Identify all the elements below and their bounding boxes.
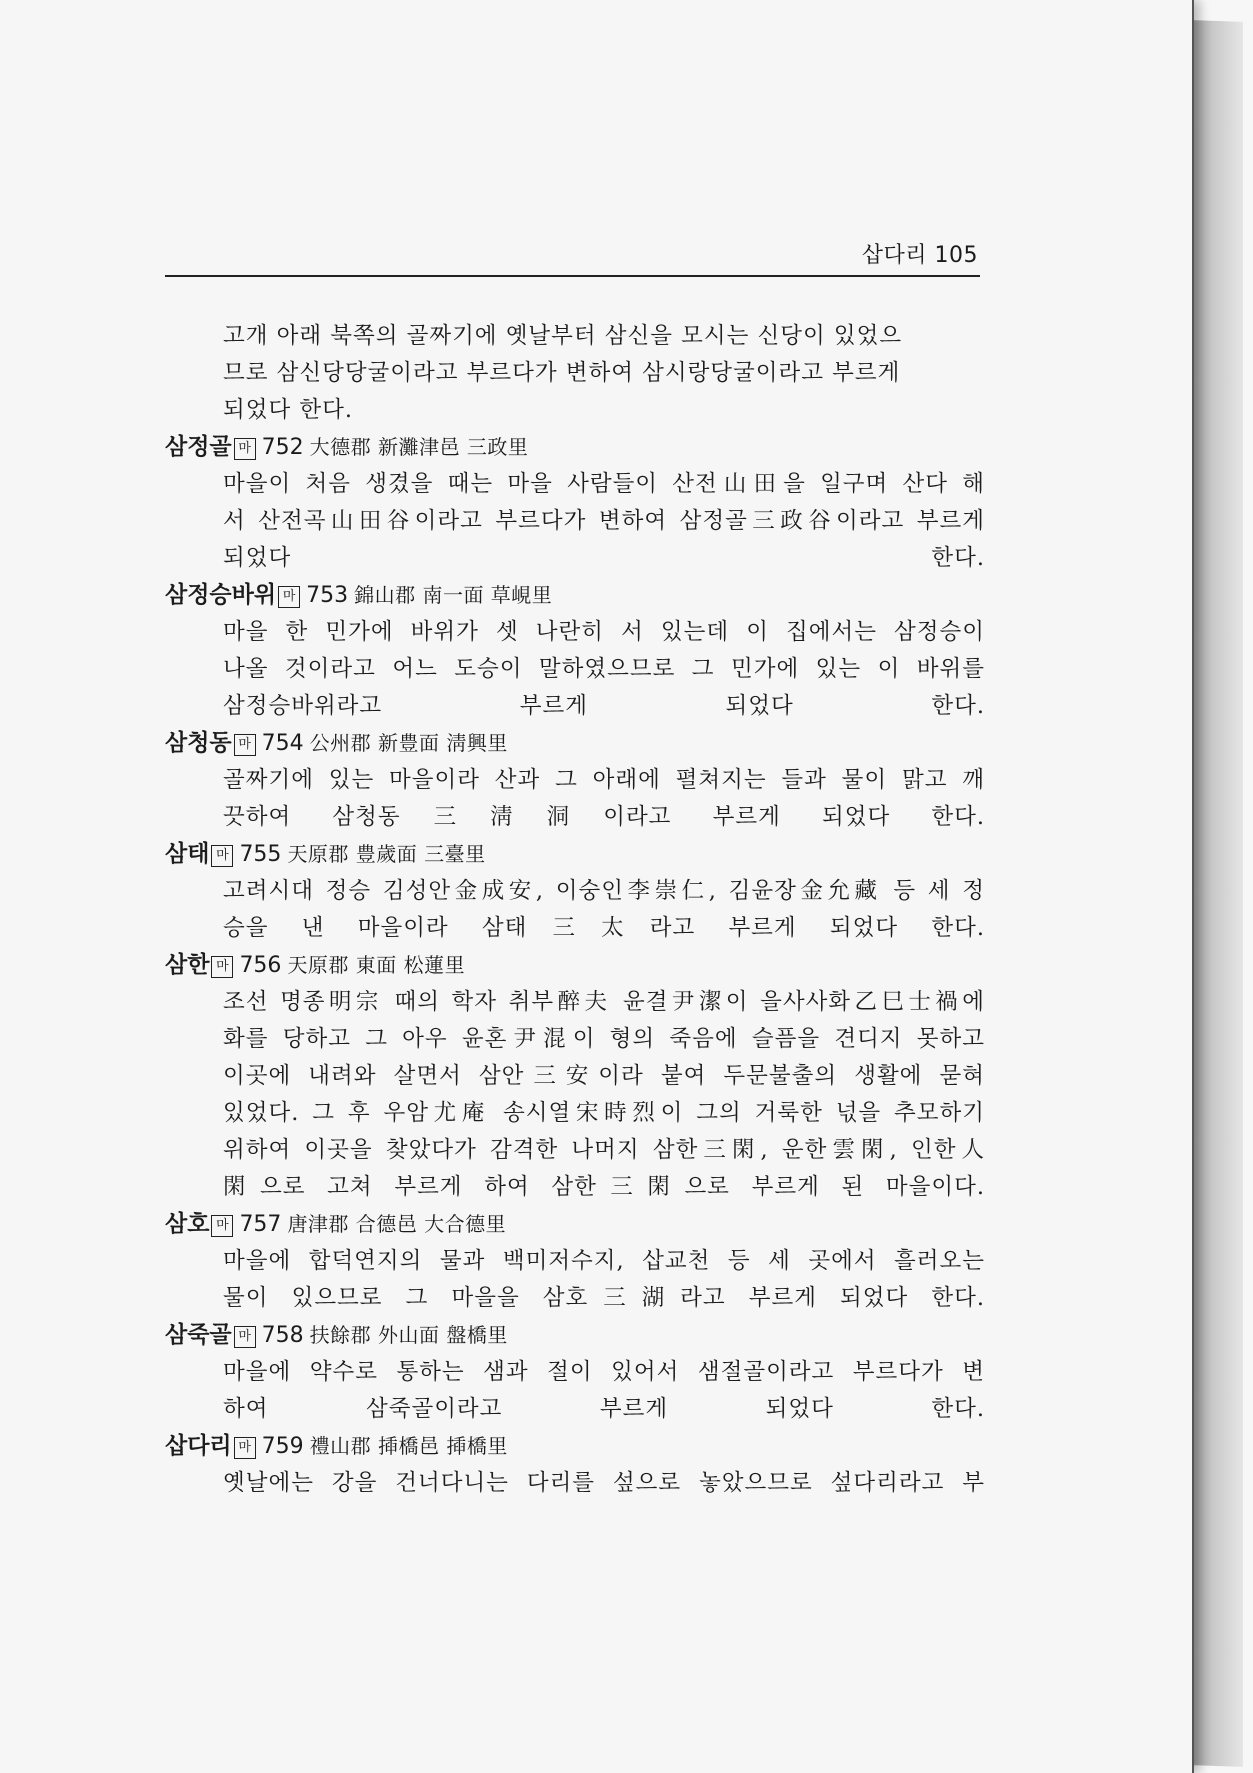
text-line: 화를 당하고 그 아우 윤혼尹混이 형의 죽음에 슬픔을 견디지 못하고 [223, 1026, 985, 1052]
text-line: 고려시대 정승 김성안金成安, 이숭인李崇仁, 김윤장金允藏 등 세 정 [223, 878, 985, 904]
entry-number: 753 [306, 583, 349, 608]
entry-location: 大德郡 新灘津邑 三政里 [309, 435, 529, 459]
page-body [165, 318, 985, 1502]
entry-heading [165, 836, 985, 873]
entry-text [165, 984, 985, 1206]
village-badge: 마 [211, 1215, 233, 1237]
village-badge: 마 [234, 1326, 256, 1348]
entry-heading [165, 429, 985, 466]
entry-term: 삼태 [165, 841, 210, 867]
entry-location: 公州郡 新豊面 淸興里 [309, 731, 508, 755]
entry-term: 삼호 [165, 1211, 210, 1237]
entry-term: 삼정승바위 [165, 582, 277, 608]
entry-heading [165, 1317, 985, 1354]
text-line: 옛날에는 강을 건너다니는 다리를 섶으로 놓았으므로 섶다리라고 부 [223, 1470, 985, 1496]
entry-number: 755 [239, 842, 282, 867]
entry-term: 삼죽골 [165, 1322, 232, 1348]
running-title: 삽다리 105 [861, 243, 978, 268]
entry-text [165, 873, 985, 947]
text-line: 마을에 약수로 통하는 샘과 절이 있어서 샘절골이라고 부르다가 변 [223, 1359, 985, 1385]
entry-heading [165, 577, 985, 614]
entry-heading [165, 1428, 985, 1465]
entry-heading [165, 725, 985, 762]
text-line: 승을 낸 마을이라 삼태三太라고 부르게 되었다 한다. [223, 915, 985, 941]
running-header [165, 235, 980, 277]
text-line: 서 산전곡山田谷이라고 부르다가 변하여 삼정골三政谷이라고 부르게 [223, 508, 985, 534]
entry-number: 757 [239, 1212, 282, 1237]
entry-term: 삼정골 [165, 434, 232, 460]
entry-location: 扶餘郡 外山面 盤橋里 [309, 1323, 508, 1347]
entry-text [165, 1354, 985, 1428]
text-line: 되었다 한다. [223, 397, 353, 423]
entry-text [165, 762, 985, 836]
text-line: 있었다. 그 후 우암尤庵 송시열宋時烈이 그의 거룩한 넋을 추모하기 [223, 1100, 985, 1126]
text-line: 위하여 이곳을 찾았다가 감격한 나머지 삼한三閑, 운한雲閑, 인한人 [223, 1137, 985, 1163]
entry-number: 752 [261, 435, 304, 460]
text-line: 마을이 처음 생겼을 때는 마을 사람들이 산전山田을 일구며 산다 해 [223, 471, 985, 497]
entry-text [165, 614, 985, 725]
text-line: 마을 한 민가에 바위가 셋 나란히 서 있는데 이 집에서는 삼정승이 [223, 619, 985, 645]
entry-text [165, 1465, 985, 1502]
text-line: 고개 아래 북쪽의 골짜기에 옛날부터 삼신을 모시는 신당이 있었으 [223, 323, 903, 349]
entry-term: 삼한 [165, 952, 210, 978]
text-line: 閑으로 고쳐 부르게 하여 삼한三閑으로 부르게 된 마을이다. [223, 1174, 985, 1200]
entry-text [165, 1243, 985, 1317]
text-line: 조선 명종明宗 때의 학자 취부醉夫 윤결尹潔이 을사사화乙巳士禍에 [223, 989, 985, 1015]
entry-number: 759 [261, 1434, 304, 1459]
entry-location: 唐津郡 合德邑 大合德里 [287, 1212, 507, 1236]
entry-number: 754 [261, 731, 304, 756]
text-line: 나올 것이라고 어느 도승이 말하였으므로 그 민가에 있는 이 바위를 [223, 656, 985, 682]
village-badge: 마 [234, 734, 256, 756]
entry-heading [165, 947, 985, 984]
text-line: 골짜기에 있는 마을이라 산과 그 아래에 펼쳐지는 들과 물이 맑고 깨 [223, 767, 985, 793]
entry-location: 禮山郡 揷橋邑 揷橋里 [309, 1434, 508, 1458]
village-badge: 마 [234, 1437, 256, 1459]
text-line: 물이 있으므로 그 마을을 삼호三湖라고 부르게 되었다 한다. [223, 1285, 985, 1311]
village-badge: 마 [278, 586, 300, 608]
text-line: 하여 삼죽골이라고 부르게 되었다 한다. [223, 1396, 985, 1422]
entry-term: 삽다리 [165, 1433, 232, 1459]
text-line: 마을에 합덕연지의 물과 백미저수지, 삽교천 등 세 곳에서 흘러오는 [223, 1248, 985, 1274]
village-badge: 마 [234, 438, 256, 460]
entry-term: 삼청동 [165, 730, 232, 756]
village-badge: 마 [211, 956, 233, 978]
entry-number: 758 [261, 1323, 304, 1348]
text-line: 되었다 한다. [223, 545, 985, 571]
village-badge: 마 [211, 845, 233, 867]
entry-heading [165, 1206, 985, 1243]
entry-location: 天原郡 東面 松蓮里 [287, 953, 466, 977]
entry-text [165, 466, 985, 577]
entry-location: 錦山郡 南一面 草峴里 [354, 583, 553, 607]
intro-paragraph [165, 318, 985, 429]
text-line: 삼정승바위라고 부르게 되었다 한다. [223, 693, 985, 719]
page-edge-shadow [1188, 20, 1243, 1767]
entry-location: 天原郡 豊歲面 三臺里 [287, 842, 486, 866]
text-line: 므로 삼신당당굴이라고 부르다가 변하여 삼시랑당굴이라고 부르게 [223, 360, 901, 386]
entry-number: 756 [239, 953, 282, 978]
text-line: 끗하여 삼청동三淸洞이라고 부르게 되었다 한다. [223, 804, 985, 830]
text-line: 이곳에 내려와 살면서 삼안三安이라 붙여 두문불출의 생활에 묻혀 [223, 1063, 985, 1089]
